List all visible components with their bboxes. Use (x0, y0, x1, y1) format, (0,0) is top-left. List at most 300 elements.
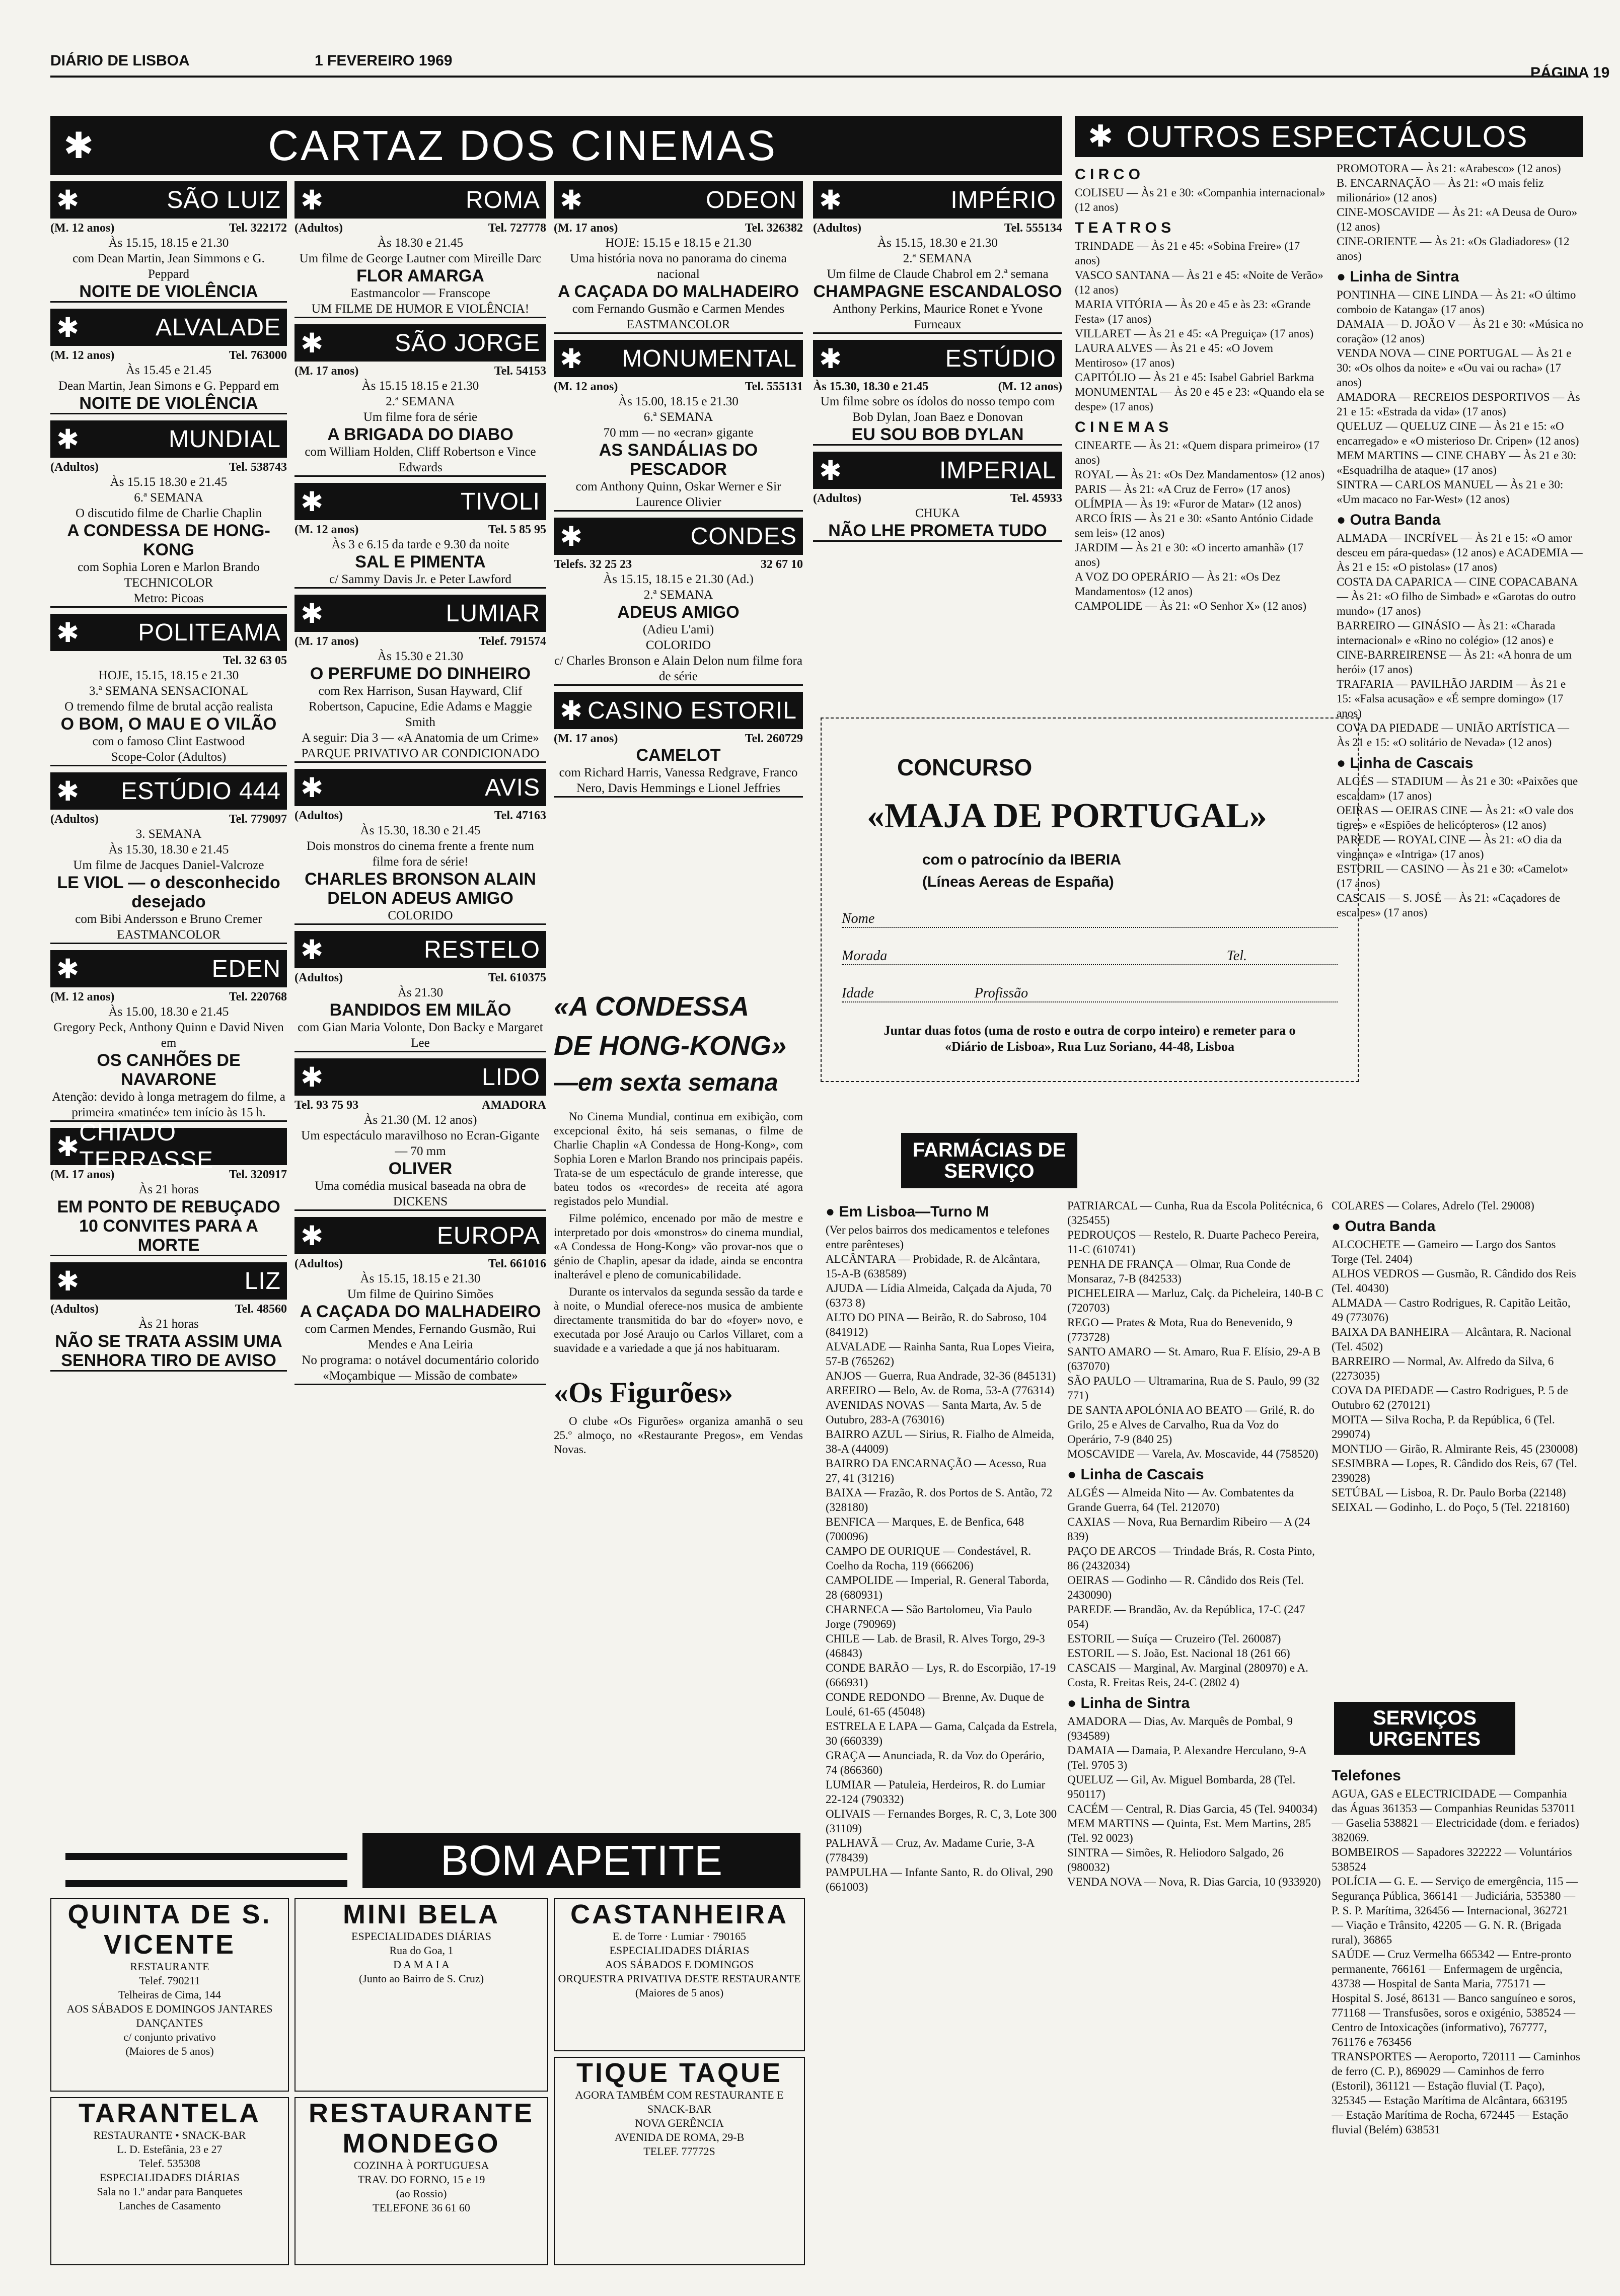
divider (294, 317, 546, 318)
film-title: EM PONTO DE REBUÇADO 10 CONVITES PARA A MORTE (57, 1197, 280, 1255)
ad-line: (Maiores de 5 anos) (635, 1986, 724, 1999)
asterisk-icon: ✱ (301, 1219, 324, 1252)
cinema-rating: (Adultos) (50, 1303, 99, 1316)
cinema-meta (294, 809, 546, 823)
film-detail: UM FILME DE HUMOR E VIOLÊNCIA! (311, 302, 530, 316)
cinema-rating: (M. 17 anos) (554, 222, 618, 235)
divider (813, 332, 1062, 334)
film-detail: com Gian Maria Volonte, Don Backy e Margaret Lee (298, 1021, 543, 1050)
ad-line: Telef. 790211 (139, 1974, 200, 1987)
showtime-line: O discutido filme de Charlie Chaplin (75, 507, 262, 520)
showtime-line: Uma história nova no panorama do cinema nacional (570, 252, 787, 281)
ad-line: Rua do Goa, 1 (389, 1944, 454, 1957)
ad-line: AOS SÁBADOS E DOMINGOS (605, 1958, 754, 1971)
showtime-line: Um filme de George Lautner com Mireille Darc (299, 252, 542, 265)
listing-entry: ARCO ÍRIS — Às 21 e 30: «Santo António Cidade sem leis» (12 anos) (1075, 512, 1313, 539)
ad-line: E. de Torre · Lumiar · 790165 (612, 1930, 747, 1943)
listing-entry: REGO — Prates & Mota, Rua do Benevenido, 9 (773728) (1067, 1316, 1293, 1343)
film-detail: com Sophia Loren e Marlon Brando (78, 560, 260, 574)
cinema-column-3 (554, 181, 803, 967)
listing-entry: AMADORA — Dias, Av. Marquês de Pombal, 9 (934589) (1067, 1715, 1293, 1742)
showtime-line: Às 21.30 (397, 986, 444, 999)
listing-entry: AVENIDAS NOVAS — Santa Marta, Av. 5 de Outubro, 283-A (763016) (826, 1399, 1042, 1426)
showtime-line: HOJE, 15.15, 18.15 e 21.30 (98, 669, 239, 682)
section-heading: ● Linha de Sintra (1337, 268, 1459, 285)
concurso-sponsor-2: (Líneas Aereas de España) (922, 874, 1114, 890)
listing-entry: VENDA NOVA — Nova, R. Dias Garcia, 10 (933920) (1067, 1876, 1321, 1888)
cinema-rating: (M. 17 anos) (294, 635, 359, 648)
cinema-rating: (Adultos) (50, 813, 99, 826)
header-rule (50, 76, 1581, 78)
newspaper-name: DIÁRIO DE LISBOA (50, 52, 190, 69)
listing-entry: ESTORIL — CASINO — Às 21 e 30: «Camelot» (17 anos) (1337, 863, 1568, 890)
showtime-line: Um filme fora de série (363, 410, 478, 424)
listing-entry: MONUMENTAL — Às 20 e 45 e 23: «Quando ela se despe» (17 anos) (1075, 386, 1324, 413)
cinema-meta (813, 492, 1062, 506)
listing-entry: COVA DA PIEDADE — UNIÃO ARTÍSTICA — Às 21 e 15: «O solitário de Nevada» (12 anos) (1337, 722, 1570, 749)
film-detail: c/ Charles Bronson e Alain Delon num filme fora de série (554, 654, 802, 683)
listing-entry: AREEIRO — Belo, Av. de Roma, 53-A (776314) (826, 1384, 1055, 1397)
concurso-box (821, 718, 1359, 1082)
asterisk-icon: ✱ (56, 423, 80, 455)
outros-banner (1075, 116, 1583, 157)
article-headline-2: DE HONG-KONG» (554, 1031, 787, 1061)
outros-column-right (1337, 161, 1583, 1093)
listing-entry: DAMAIA — Damaia, P. Alexandre Herculano, 9-A (Tel. 9705 3) (1067, 1744, 1306, 1771)
cinema-phone: Tel. 779097 (229, 813, 287, 826)
cinema-name: MUNDIAL (168, 425, 281, 453)
listing-entry: PICHELEIRA — Marluz, Calç. da Picheleira, 140-B C (720703) (1067, 1287, 1323, 1314)
divider (50, 1255, 287, 1256)
cinema-meta (50, 813, 287, 826)
asterisk-icon: ✱ (819, 342, 842, 375)
listing-entry: BAIXA — Frazão, R. dos Portos de S. Antão, 72 (328180) (826, 1486, 1053, 1514)
film-title: O BOM, O MAU E O VILÃO (60, 714, 277, 734)
listing-entry: SEIXAL — Godinho, L. do Poço, 5 (Tel. 2218160) (1332, 1501, 1570, 1514)
listing-entry: CONDE BARÃO — Lys, R. do Escorpião, 17-19 (666931) (826, 1662, 1056, 1689)
cinema-column-1 (50, 181, 287, 1828)
cinema-listing (50, 1119, 287, 1256)
section-heading: Telefones (1332, 1767, 1401, 1784)
cinema-meta (294, 971, 546, 985)
listing-entry: CAXIAS — Nova, Rua Bernardim Ribeiro — A (24 839) (1067, 1516, 1310, 1543)
film-title: NÃO SE TRATA ASSIM UMA SENHORA TIRO DE AVISO (55, 1332, 282, 1370)
listing-entry: PEDROUÇOS — Restelo, R. Duarte Pacheco Pereira, 11-C (610741) (1067, 1229, 1319, 1256)
listing-entry: OLÍMPIA — Às 19: «Furor de Matar» (12 anos) (1075, 497, 1301, 510)
cinema-header (294, 769, 546, 806)
cinema-phone: Tel. 322172 (229, 222, 287, 235)
cinema-rating: (M. 12 anos) (554, 380, 618, 393)
issue-date: 1 FEVEREIRO 1969 (315, 52, 453, 69)
article-paragraph: Filme polémico, encenado por mão de mestre e interpretado por dois «monstros» do cinema mundial, «A Condessa de Hong-Kong» vão provar-nos que o génio de Chaplin, apesar da idade, ainda se encontra inalterável e pleno de comunicabilidade. (554, 1212, 803, 1281)
cinema-header (813, 181, 1062, 219)
divider (294, 475, 546, 477)
film-detail: Uma comédia musical baseada na obra de DICKENS (315, 1179, 526, 1208)
showtime-line: CHUKA (915, 507, 960, 520)
listing-entry: ESTORIL — S. João, Est. Nacional 18 (261 66) (1067, 1647, 1290, 1660)
cinema-phone: Tel. 32 63 05 (223, 654, 287, 667)
film-detail: PARQUE PRIVATIVO AR CONDICIONADO (301, 747, 540, 760)
divider (50, 413, 287, 414)
listing-entry: PAMPULHA — Infante Santo, R. do Olival, 290 (661003) (826, 1866, 1053, 1893)
cinema-rating: (Adultos) (294, 222, 343, 235)
film-detail: Anthony Perkins, Maurice Ronet e Yvone Furneaux (832, 302, 1043, 331)
film-title: SAL E PIMENTA (355, 552, 486, 571)
film-title: BANDIDOS EM MILÃO (329, 1000, 511, 1020)
cinema-name: RESTELO (423, 936, 540, 963)
divider (294, 1384, 546, 1385)
showtime-line: HOJE: 15.15 e 18.15 e 21.30 (605, 236, 752, 250)
showtime-line: Às 15.15 18.30 e 21.45 (110, 475, 228, 489)
service-entry: BOMBEIROS — Sapadores 322222 — Voluntários 538524 (1332, 1846, 1572, 1873)
cinema-meta (50, 990, 287, 1004)
field-nome[interactable] (842, 911, 1338, 928)
cinema-name: SÃO LUIZ (167, 186, 281, 213)
divider (554, 796, 803, 798)
listing-entry: DE SANTA APOLÓNIA AO BEATO — Grilé, R. do Grilo, 25 e Alves de Carvalho, Rua da Voz do Operário, 7-9 (840 25) (1067, 1404, 1314, 1446)
cinema-phone: Tel. 47163 (494, 809, 546, 822)
cinema-rating: (Adultos) (294, 809, 343, 822)
section-heading: C I R C O (1075, 166, 1141, 183)
cinema-header (554, 518, 803, 555)
showtime-line: com Dean Martin, Jean Simmons e G. Peppard (72, 252, 265, 281)
showtime-line: Às 15.30, 18.30 e 21.45 (108, 843, 229, 856)
showtime-line: Dois monstros do cinema frente a frente num filme fora de série! (307, 839, 534, 869)
ad-line: RESTAURANTE • SNACK-BAR (93, 2129, 246, 2141)
cinema-header (554, 340, 803, 377)
concurso-instructions: Juntar duas fotos (uma de rosto e outra de corpo inteiro) e remeter para o «Diário de Lisboa», Rua Luz Soriano, 44-48, Lisboa (883, 1023, 1296, 1054)
listing-entry: ESTRELA E LAPA — Gama, Calçada da Estrela, 30 (660339) (826, 1720, 1057, 1747)
divider (554, 684, 803, 686)
farmacias-column-3 (1332, 1198, 1581, 1702)
cinema-header (294, 931, 546, 968)
listing-entry: SESIMBRA — Lopes, R. Cândido dos Reis, 67 (Tel. 239028) (1332, 1457, 1577, 1484)
film-detail: A seguir: Dia 3 — «A Anatomia de um Crime» (302, 731, 539, 745)
ad-title: CASTANHEIRA (570, 1899, 788, 1929)
showtime-line: 70 mm — no «ecran» gigante (603, 426, 754, 440)
listing-entry: CHILE — Lab. de Brasil, R. Alves Torgo, 29-3 (46843) (826, 1632, 1045, 1660)
cinema-name: ESTÚDIO (945, 345, 1056, 372)
showtime-line: Às 15.15, 18.30 e 21.30 (877, 236, 998, 250)
divider (50, 606, 287, 608)
showtime-line: Um filme de Jacques Daniel-Valcroze (73, 858, 264, 872)
listing-entry: MEM MARTINS — Quinta, Est. Mem Martins, 285 (Tel. 92 0023) (1067, 1817, 1311, 1844)
listing-entry: CAPITÓLIO — Às 21 e 45: Isabel Gabriel Barkma (1075, 371, 1314, 384)
asterisk-icon: ✱ (56, 311, 80, 343)
cinema-phone: Tel. 538743 (229, 461, 287, 474)
listing-entry: ALGÉS — Almeida Nito — Av. Combatentes da Grande Guerra, 64 (Tel. 212070) (1067, 1486, 1294, 1514)
asterisk-icon: ✱ (1088, 119, 1114, 154)
asterisk-icon: ✱ (819, 184, 842, 216)
listing-entry: SANTO AMARO — St. Amaro, Rua F. Elísio, 29-A B (637070) (1067, 1345, 1321, 1373)
listing-entry: TRINDADE — Às 21 e 45: «Sobina Freire» (17 anos) (1075, 240, 1300, 267)
cinema-header (50, 950, 287, 987)
cinema-phone: Tel. 5 85 95 (488, 523, 546, 536)
listing-entry: PAREDE — Brandão, Av. da República, 17-C (247 054) (1067, 1603, 1305, 1630)
listing-entry: VILLARET — Às 21 e 45: «A Preguiça» (17 anos) (1075, 327, 1314, 340)
ad-line: ESPECIALIDADES DIÁRIAS (609, 1944, 750, 1957)
figuroes-paragraph: O clube «Os Figurões» organiza amanhã o seu 25.º almoço, no «Restaurante Pregos», em Vendas Novas. (554, 1415, 803, 1456)
service-entry: SAÚDE — Cruz Vermelha 665342 — Entre-pronto permanente, 766161 — Enfermagem de urgência, 43738 — Hospital de Santa Maria, 775171 — Hospital S. José, 86131 — Banco sanguíneo e soros, 771168 — Transfusões, soros e oxigénio, 538524 — Centro de Intoxicações (informativo), 767777, 761176 e 763456 (1332, 1948, 1576, 2048)
ad-title: RESTAURANTE MONDEGO (309, 2098, 534, 2159)
cinema-listing (50, 1262, 287, 1372)
listing-entry: VENDA NOVA — CINE PORTUGAL — Às 21 e 30: «Os olhos da noite» e «Ou vai ou racha» (17 anos) (1337, 347, 1572, 389)
listing-entry: GRAÇA — Anunciada, R. da Voz do Operário, 74 (866360) (826, 1749, 1045, 1776)
showtime-line: Às 15.30, 18.30 e 21.45 (360, 824, 481, 837)
listing-entry: COSTA DA CAPARICA — CINE COPACABANA — Às 21: «O filho de Simbad» e «Garotas do outro mundo» (17 anos) (1337, 576, 1577, 617)
cinema-rating: (Adultos) (50, 461, 99, 474)
cinema-name: CHIADO TERRASSE (79, 1119, 213, 1174)
asterisk-icon: ✱ (301, 184, 324, 216)
listing-entry: OEIRAS — OEIRAS CINE — Às 21: «O vale dos tigres» e «Espiões de helicópteros» (12 anos) (1337, 804, 1574, 831)
listing-entry: PAÇO DE ARCOS — Trindade Brás, R. Costa Pinto, 86 (2432034) (1067, 1545, 1315, 1572)
ad-line: (Junto ao Bairro de S. Cruz) (358, 1972, 484, 1985)
decorative-stripes (65, 1853, 347, 1887)
section-heading: T E A T R O S (1075, 220, 1171, 236)
cinema-listing (294, 483, 546, 589)
asterisk-icon: ✱ (63, 124, 94, 167)
cinema-phone: Tel. 320917 (229, 1168, 287, 1181)
service-entry: POLÍCIA — G. E. — Serviço de emergência, 115 — Segurança Pública, 366141 — Judiciária, 535380 — P. S. P. Marítima, 326456 — Internacional, 362721 — Viação e Trânsito, 42205 — G. N. R. (Brigada rural), 36865 (1332, 1875, 1578, 1946)
cinema-meta (50, 222, 287, 235)
cinema-listing (294, 769, 546, 925)
cinema-meta (294, 1099, 546, 1112)
listing-entry: CASCAIS — S. JOSÉ — Às 21: «Caçadores de escalpes» (17 anos) (1337, 892, 1561, 919)
film-detail: com Richard Harris, Vanessa Redgrave, Franco Nero, Davis Hemmings e Lionel Jeffries (559, 766, 798, 795)
listing-entry: MEM MARTINS — CINE CHABY — Às 21 e 30: «Esquadrilha de ataque» (17 anos) (1337, 449, 1577, 476)
cinema-rating: (M. 12 anos) (50, 990, 115, 1003)
ad-line: c/ conjunto privativo (123, 2031, 216, 2043)
showtime-line: 2.ª SEMANA (903, 252, 973, 265)
listing-entry: BAIXA DA BANHEIRA — Alcântara, R. Nacional (Tel. 4502) (1332, 1326, 1572, 1353)
section-heading: ● Outra Banda (1332, 1218, 1436, 1235)
listing-entry: CHARNECA — São Bartolomeu, Via Paulo Jorge (790969) (826, 1603, 1032, 1630)
asterisk-icon: ✱ (301, 771, 324, 804)
cinema-name: SÃO JORGE (394, 329, 540, 356)
listing-entry: BARREIRO — Normal, Av. Alfredo da Silva, 6 (2273035) (1332, 1355, 1554, 1382)
cinema-name: CONDES (690, 523, 797, 550)
asterisk-icon: ✱ (301, 1061, 324, 1093)
listing-entry: ALTO DO PINA — Beirão, R. do Sabroso, 104 (841912) (826, 1311, 1047, 1338)
cinema-phone: Tel. 555134 (1004, 222, 1062, 235)
film-detail: Eastmancolor — Franscope (350, 286, 490, 300)
listing-entry: PROMOTORA — Às 21: «Arabesco» (12 anos) (1337, 162, 1561, 175)
film-detail: com Fernando Gusmão e Carmen Mendes (572, 302, 785, 316)
film-detail: TECHNICOLOR (124, 576, 213, 590)
servicos-list (1332, 1762, 1581, 2261)
field-idade[interactable] (842, 985, 1338, 1002)
asterisk-icon: ✱ (560, 184, 583, 216)
listing-entry: SETÚBAL — Lisboa, R. Dr. Paulo Borba (22148) (1332, 1486, 1566, 1499)
cinema-listing (554, 518, 803, 686)
listing-entry: QUELUZ — Gil, Av. Miguel Bombarda, 28 (Tel. 950117) (1067, 1773, 1296, 1801)
asterisk-icon: ✱ (56, 775, 80, 807)
section-heading: ● Em Lisboa—Turno M (826, 1203, 989, 1220)
showtime-line: Às 3 e 6.15 da tarde e 9.30 da noite (331, 538, 509, 551)
farmacias-column-2 (1067, 1198, 1324, 2256)
film-title: NOITE DE VIOLÊNCIA (79, 282, 258, 301)
cinema-header (50, 1262, 287, 1300)
condessa-article (554, 987, 803, 1722)
article-paragraph: Durante os intervalos da segunda sessão da tarde e à noite, o Mundial oferece-nos musica de ambiente directamente transmitida do bar do «foyer» novo, e executada por José Araujo ou Carlos Villaret, com a suavidade e a variedade a que já nos habituaram. (554, 1285, 803, 1354)
cinema-header (50, 181, 287, 219)
listing-entry: PONTINHA — CINE LINDA — Às 21: «O último comboio de Katanga» (17 anos) (1337, 289, 1576, 316)
film-title: AS SANDÁLIAS DO PESCADOR (599, 441, 758, 479)
listing-entry: TRAFARIA — PAVILHÃO JARDIM — Às 21 e 15: «Falsa acusação» e «É sempre domingo» (17 anos) (1337, 678, 1566, 720)
listing-entry: ALMADA — INCRÍVEL — Às 21 e 15: «O amor desceu em pára-quedas» (12 anos) e ACADEMIA — Às 21 e 15: «O pistolas» (17 anos) (1337, 532, 1583, 573)
film-detail: com Anthony Quinn, Oskar Werner e Sir Laurence Olivier (575, 480, 781, 509)
ad-line: Telheiras de Cima, 144 (118, 1988, 221, 2001)
cinema-listing (50, 309, 287, 414)
cinema-phone: AMADORA (482, 1099, 546, 1112)
cinema-header (294, 595, 546, 632)
ad-line: L. D. Estefânia, 23 e 27 (117, 2143, 223, 2156)
ad-line: (Maiores de 5 anos) (125, 2045, 214, 2057)
film-title: LE VIOL — o desconhecido desejado (57, 873, 280, 911)
cinema-phone: Tel. 220768 (229, 990, 287, 1003)
field-morada[interactable] (842, 948, 1338, 965)
ad-quinta (50, 1898, 289, 2092)
outros-column-left (1075, 161, 1327, 705)
film-title: ADEUS AMIGO (617, 603, 740, 622)
divider (50, 765, 287, 766)
cinema-name: AVIS (485, 774, 540, 801)
concurso-sponsor: com o patrocínio da IBERIA (922, 851, 1122, 868)
divider (813, 444, 1062, 446)
cinema-name: IMPÉRIO (950, 186, 1056, 213)
concurso-title: «MAJA DE PORTUGAL» (867, 797, 1267, 835)
showtime-line: Às 21.30 (M. 12 anos) (363, 1113, 477, 1127)
ad-line: TELEFONE 36 61 60 (373, 2201, 470, 2214)
divider (294, 1051, 546, 1052)
cinema-rating: (Adultos) (294, 971, 343, 984)
film-title: A CAÇADA DO MALHADEIRO (300, 1302, 541, 1321)
section-heading: ● Outra Banda (1337, 512, 1441, 528)
film-title: A BRIGADA DO DIABO (327, 425, 513, 444)
film-detail: COLORIDO (388, 909, 453, 922)
cinema-phone: Tel. 45933 (1010, 492, 1062, 505)
cinema-header (294, 181, 546, 219)
listing-entry: ESTORIL — Suíça — Cruzeiro (Tel. 260087) (1067, 1632, 1281, 1645)
listing-entry: CAMPO DE OURIQUE — Condestável, R. Coelho da Rocha, 119 (666206) (826, 1545, 1032, 1572)
cinema-name: EDEN (211, 955, 281, 982)
asterisk-icon: ✱ (819, 454, 842, 486)
film-detail: No programa: o notável documentário colorido «Moçambique — Missão de combate» (302, 1353, 539, 1383)
field-label: Nome (842, 911, 875, 926)
listing-entry: LUMIAR — Patuleia, Herdeiros, R. do Lumiar 22-124 (790332) (826, 1778, 1046, 1806)
cinema-listing (294, 1058, 546, 1211)
asterisk-icon: ✱ (301, 485, 324, 518)
ad-title: TIQUE TAQUE (576, 2058, 782, 2088)
film-title: CHARLES BRONSON ALAIN DELON ADEUS AMIGO (305, 870, 536, 908)
listing-entry: PATRIARCAL — Cunha, Rua da Escola Politécnica, 6 (325455) (1067, 1199, 1323, 1227)
asterisk-icon: ✱ (56, 1130, 80, 1163)
cinema-header (294, 483, 546, 520)
listing-entry: BAIRRO AZUL — Sirius, R. Fialho de Almeida, 38-A (44009) (826, 1428, 1055, 1455)
cinema-meta (294, 635, 546, 649)
cinema-meta (294, 222, 546, 235)
field-label: Profissão (974, 985, 1028, 1001)
divider (50, 301, 287, 303)
film-detail: c/ Sammy Davis Jr. e Peter Lawford (329, 572, 511, 586)
showtime-line: Dean Martin, Jean Simons e G. Peppard em (58, 379, 279, 393)
listing-entry: ALCOCHETE — Gameiro — Largo dos Santos Torge (Tel. 2404) (1332, 1238, 1556, 1265)
listing-entry: LAURA ALVES — Às 21 e 45: «O Jovem Mentiroso» (17 anos) (1075, 342, 1273, 369)
ad-line: ORQUESTRA PRIVATIVA DESTE RESTAURANTE (558, 1972, 801, 1985)
cinema-rating: (M. 17 anos) (294, 365, 359, 378)
cinema-phone: Tel. 260729 (745, 732, 803, 745)
cinema-phone: Tel. 48560 (235, 1303, 287, 1316)
listing-entry: ALCÂNTARA — Probidade, R. de Alcântara, 15-A-B (638589) (826, 1253, 1041, 1280)
listing-entry: MOSCAVIDE — Varela, Av. Moscavide, 44 (758520) (1067, 1448, 1318, 1460)
divider (554, 510, 803, 512)
figuroes-headline: «Os Figurões» (554, 1376, 733, 1409)
cinema-rating: Tel. 93 75 93 (294, 1099, 359, 1112)
cinema-rating: (M. 12 anos) (50, 349, 115, 362)
cinema-header (294, 1217, 546, 1254)
concurso-heading: CONCURSO (897, 754, 1033, 780)
cinema-header (50, 1119, 287, 1174)
divider (294, 1209, 546, 1211)
ad-line: NOVA GERÊNCIA (635, 2117, 724, 2129)
listing-entry: PARIS — Às 21: «A Cruz de Ferro» (17 anos) (1075, 483, 1290, 495)
cinema-meta (813, 380, 1062, 394)
service-entry: AGUA, GAS e ELECTRICIDADE — Companhia das Águas 361353 — Companhias Reunidas 537011 — Gaselia 538821 — Electricidade (dom. e feriados) 382069. (1332, 1787, 1579, 1844)
cinema-name: TIVOLI (460, 488, 540, 515)
listing-entry: BARREIRO — GINÁSIO — Às 21: «Charada internacional» e «Rino no colégio» (12 anos) e CINE-BARREIRENSE — Às 21: «A honra de um herói» (17 anos) (1337, 619, 1572, 676)
listing-entry: JARDIM — Às 21 e 30: «O incerto amanhã» (17 anos) (1075, 541, 1304, 568)
field-label: Tel. (1226, 948, 1247, 964)
cinema-column-2 (294, 181, 546, 1828)
showtime-line: 6.ª SEMANA (134, 491, 203, 505)
servicos-title: SERVIÇOS URGENTES (1368, 1706, 1481, 1750)
cinema-meta (294, 523, 546, 537)
ad-line: TRAV. DO FORNO, 15 e 19 (357, 2173, 485, 2186)
listing-entry: OEIRAS — Godinho — R. Cândido dos Reis (Tel. 2430090) (1067, 1574, 1304, 1601)
listing-entry: CAMPOLIDE — Imperial, R. General Taborda, 28 (680931) (826, 1574, 1049, 1601)
ad-line: (ao Rossio) (396, 2187, 447, 2200)
showtime-line: Um filme de Quirino Simões (347, 1287, 494, 1301)
cinema-listing (554, 692, 803, 798)
film-detail: EASTMANCOLOR (117, 928, 220, 942)
cinema-header (50, 614, 287, 651)
asterisk-icon: ✱ (301, 327, 324, 359)
listing-entry: COLISEU — Às 21 e 30: «Companhia internacional» (12 anos) (1075, 186, 1326, 213)
film-title: OS CANHÕES DE NAVARONE (97, 1051, 241, 1089)
showtime-line: Às 15.30 e 21.30 (377, 650, 464, 663)
showtime-line: Às 15.15, 18.15 e 21.30 (360, 1272, 481, 1285)
film-detail: Scope-Color (Adultos) (111, 750, 227, 764)
listing-entry: BENFICA — Marques, E. de Benfica, 648 (700096) (826, 1516, 1024, 1543)
cinema-phone: Tel. 54153 (494, 365, 546, 378)
cinema-name: ODEON (705, 186, 797, 213)
cinema-rating: (M. 12 anos) (50, 222, 115, 235)
cinema-listing (50, 420, 287, 608)
cinema-listing (294, 324, 546, 477)
film-detail: com Carmen Mendes, Fernando Gusmão, Rui Mendes e Ana Leiria (305, 1322, 536, 1351)
servicos-banner (1334, 1702, 1515, 1755)
listing-entry: SÃO PAULO — Ultramarina, Rua de S. Paulo, 99 (32 771) (1067, 1375, 1320, 1402)
listing-entry: A VOZ DO OPERÁRIO — Às 21: «Os Dez Mandamentos» (12 anos) (1075, 570, 1281, 598)
cinema-rating: Às 15.30, 18.30 e 21.45 (813, 380, 929, 393)
film-title: OLIVER (388, 1159, 453, 1178)
field-label: Morada (842, 948, 888, 964)
showtime-line: Às 15.45 e 21.45 (125, 364, 212, 377)
ad-line: AOS SÁBADOS E DOMINGOS JANTARES DANÇANTES (66, 2002, 273, 2029)
divider (294, 761, 546, 763)
listing-entry: CINE-ORIENTE — Às 21: «Os Gladiadores» (12 anos) (1337, 235, 1570, 262)
outros-title: OUTROS ESPECTÁCULOS (1126, 119, 1528, 154)
